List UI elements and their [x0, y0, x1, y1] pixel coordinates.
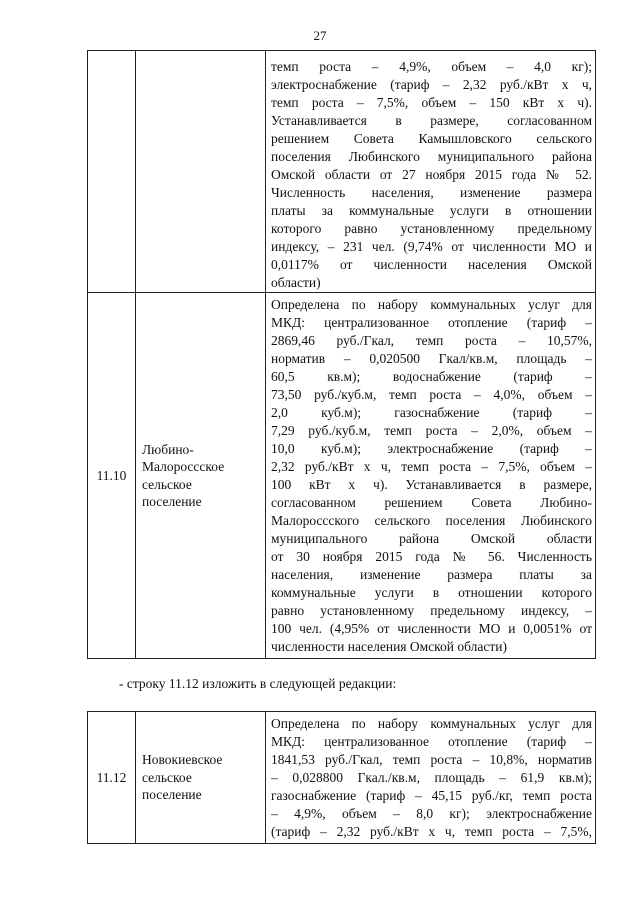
description-line: 7,29 руб./куб.м, темп роста – 2,0%, объем –	[271, 423, 592, 438]
description-line: 0,0117% от численности населения Омской	[271, 257, 592, 272]
description-line: населения, изменение размера платы за	[271, 567, 592, 582]
description-line: области)	[271, 275, 321, 290]
description-line: – 4,9%, объем – 8,0 кг); электроснабжение	[271, 806, 592, 821]
settlement-name-cell	[136, 51, 266, 293]
amendment-instruction: - строку 11.12 изложить в следующей редакции:	[119, 676, 397, 691]
description-line: согласованном решением Совета Любино-	[271, 495, 592, 510]
row-number: 11.12	[96, 769, 127, 785]
description-line: электроснабжение (тариф – 2,32 руб./кВт х ч,	[271, 77, 592, 92]
description-line: коммунальные услуги в отношении которого	[271, 585, 592, 600]
description-line: Малороссского сельского поселения Любинского	[271, 513, 592, 528]
description-line: индексу, – 231 чел. (9,74% от численности МО и	[271, 239, 592, 254]
page-number: 27	[313, 28, 327, 43]
description-line: темп роста – 4,9%, объем – 4,0 кг);	[271, 59, 592, 74]
description-line: численности населения Омской области)	[271, 639, 508, 654]
settlement-name: Новокиевское сельское поселение	[142, 752, 223, 803]
description-line: норматив – 0,020500 Гкал/кв.м, площадь –	[271, 351, 592, 366]
description-line: Устанавливается в размере, согласованном	[271, 113, 592, 128]
description-line: решением Совета Камышловского сельского	[271, 131, 592, 146]
description-line: поселения Любинского муниципального района	[271, 149, 592, 164]
row-number-cell	[88, 293, 136, 659]
description-line: МКД: централизованное отопление (тариф –	[271, 315, 592, 330]
description-line: 1841,53 руб./Гкал, темп роста – 10,8%, норматив	[271, 752, 592, 767]
description-line: газоснабжение (тариф – 45,15 руб./кг, темп роста	[271, 788, 592, 803]
description-line: муниципального района Омской области	[271, 531, 592, 546]
description-line: – 0,028800 Гкал./кв.м, площадь – 61,9 кв.м);	[271, 770, 592, 785]
tariff-table-amended	[87, 711, 596, 844]
settlement-name-cell	[136, 293, 266, 659]
settlement-name-cell	[136, 712, 266, 844]
description-line: равно установленному предельному индексу, –	[271, 603, 592, 618]
tariff-table-continued	[87, 50, 596, 659]
description-line: 10,0 куб.м); электроснабжение (тариф –	[271, 441, 592, 456]
table-row	[88, 51, 596, 293]
description-line: 2,0 куб.м); газоснабжение (тариф –	[271, 405, 592, 420]
description-line: 2869,46 руб./Гкал, темп роста – 10,57%,	[271, 333, 592, 348]
description-line: (тариф – 2,32 руб./кВт х ч, темп роста – 7,5%,	[271, 824, 592, 839]
table-row	[88, 712, 596, 844]
description-line: 2,32 руб./кВт х ч, темп роста – 7,5%, объем –	[271, 459, 592, 474]
description-line: темп роста – 7,5%, объем – 150 кВт х ч).	[271, 95, 592, 110]
description-line: Определена по набору коммунальных услуг для	[271, 297, 592, 312]
description-line: 73,50 руб./куб.м, темп роста – 4,0%, объем –	[271, 387, 592, 402]
description-line: Численность населения, изменение размера	[271, 185, 592, 200]
description-line: Омской области от 27 ноября 2015 года № 52.	[271, 167, 592, 182]
table-row	[88, 293, 596, 659]
description-line: 100 чел. (4,95% от численности МО и 0,0051% от	[271, 621, 592, 636]
description-line: 60,5 кв.м); водоснабжение (тариф –	[271, 369, 592, 384]
description-line: платы за коммунальные услуги в отношении	[271, 203, 592, 218]
settlement-name: Любино- Малороссское сельское поселение	[142, 441, 225, 509]
description-line: 100 кВт х ч). Устанавливается в размере,	[271, 477, 592, 492]
row-number-cell	[88, 712, 136, 844]
description-line: Определена по набору коммунальных услуг для	[271, 716, 592, 731]
description-cell	[266, 712, 596, 844]
description-line: от 30 ноября 2015 года № 56. Численность	[271, 549, 592, 564]
description-line: МКД: централизованное отопление (тариф –	[271, 734, 592, 749]
row-number: 11.10	[96, 467, 127, 483]
description-cell	[266, 51, 596, 293]
description-cell	[266, 293, 596, 659]
row-number-cell	[88, 51, 136, 293]
description-line: которого равно установленному предельному	[271, 221, 592, 236]
